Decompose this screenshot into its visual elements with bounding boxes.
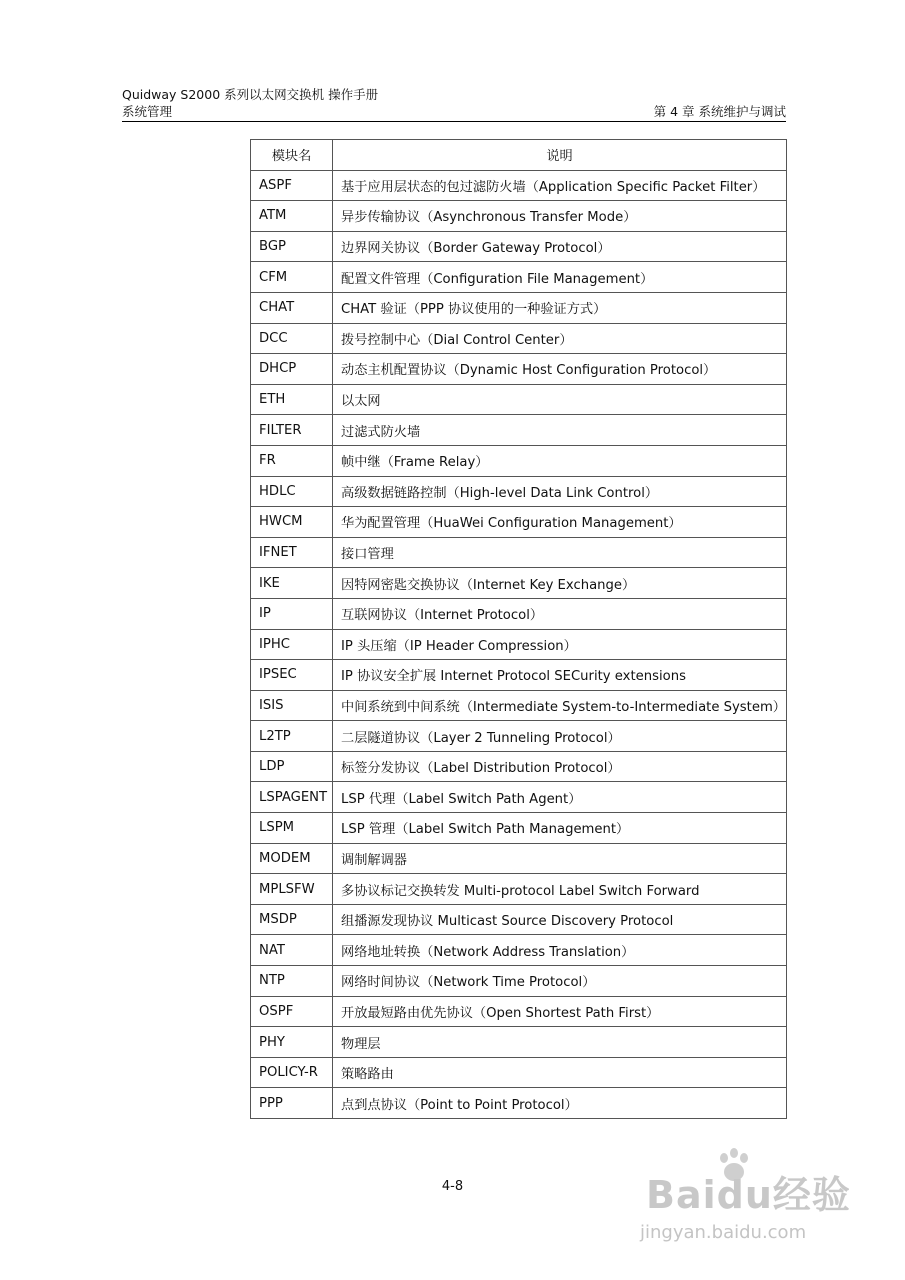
module-name-cell: BGP bbox=[251, 231, 333, 262]
section-name: 系统管理 bbox=[122, 104, 173, 119]
module-description-cell: 高级数据链路控制（High-level Data Link Control） bbox=[333, 476, 787, 507]
table-row bbox=[251, 1027, 787, 1058]
module-description-cell: 配置文件管理（Configuration File Management） bbox=[333, 262, 787, 293]
page-header bbox=[122, 86, 786, 120]
module-table bbox=[250, 139, 787, 1119]
table-row bbox=[251, 660, 787, 691]
module-name-cell: CHAT bbox=[251, 292, 333, 323]
module-name-cell: DHCP bbox=[251, 354, 333, 385]
table-row bbox=[251, 904, 787, 935]
module-name-cell: MPLSFW bbox=[251, 874, 333, 905]
table-row bbox=[251, 262, 787, 293]
table-row bbox=[251, 1088, 787, 1119]
header-divider bbox=[122, 121, 786, 122]
table-row bbox=[251, 874, 787, 905]
module-name-cell: ISIS bbox=[251, 690, 333, 721]
module-description-cell: 以太网 bbox=[333, 384, 787, 415]
module-description-cell: 动态主机配置协议（Dynamic Host Configuration Protocol） bbox=[333, 354, 787, 385]
watermark-url: jingyan.baidu.com bbox=[640, 1222, 807, 1243]
table-row bbox=[251, 354, 787, 385]
module-name-cell: NTP bbox=[251, 966, 333, 997]
module-description-cell: 过滤式防火墙 bbox=[333, 415, 787, 446]
table-row bbox=[251, 782, 787, 813]
module-name-cell: IPSEC bbox=[251, 660, 333, 691]
module-name-cell: IP bbox=[251, 598, 333, 629]
module-description-cell: 异步传输协议（Asynchronous Transfer Mode） bbox=[333, 201, 787, 232]
module-description-cell: 二层隧道协议（Layer 2 Tunneling Protocol） bbox=[333, 721, 787, 752]
table-row bbox=[251, 966, 787, 997]
table-row bbox=[251, 843, 787, 874]
baidu-jingyan-watermark bbox=[640, 1148, 890, 1248]
module-name-cell: HWCM bbox=[251, 507, 333, 538]
module-description-cell: 因特网密匙交换协议（Internet Key Exchange） bbox=[333, 568, 787, 599]
module-description-cell: 点到点协议（Point to Point Protocol） bbox=[333, 1088, 787, 1119]
column-header-description: 说明 bbox=[333, 140, 787, 171]
doc-title: Quidway S2000 系列以太网交换机 操作手册 bbox=[122, 87, 379, 102]
module-name-cell: LSPAGENT bbox=[251, 782, 333, 813]
module-description-cell: 组播源发现协议 Multicast Source Discovery Protocol bbox=[333, 904, 787, 935]
module-name-cell: PPP bbox=[251, 1088, 333, 1119]
module-description-cell: CHAT 验证（PPP 协议使用的一种验证方式） bbox=[333, 292, 787, 323]
module-description-cell: 华为配置管理（HuaWei Configuration Management） bbox=[333, 507, 787, 538]
module-description-cell: 调制解调器 bbox=[333, 843, 787, 874]
module-description-cell: 网络时间协议（Network Time Protocol） bbox=[333, 966, 787, 997]
module-name-cell: HDLC bbox=[251, 476, 333, 507]
chapter-title: 第 4 章 系统维护与调试 bbox=[653, 104, 786, 119]
module-description-cell: 策略路由 bbox=[333, 1057, 787, 1088]
table-row bbox=[251, 751, 787, 782]
module-description-cell: IP 头压缩（IP Header Compression） bbox=[333, 629, 787, 660]
table-row bbox=[251, 598, 787, 629]
module-description-cell: 互联网协议（Internet Protocol） bbox=[333, 598, 787, 629]
module-name-cell: CFM bbox=[251, 262, 333, 293]
module-description-cell: 拨号控制中心（Dial Control Center） bbox=[333, 323, 787, 354]
table-row bbox=[251, 231, 787, 262]
module-description-cell: 基于应用层状态的包过滤防火墙（Application Specific Packet Filter） bbox=[333, 170, 787, 201]
table-row bbox=[251, 292, 787, 323]
module-name-cell: IPHC bbox=[251, 629, 333, 660]
column-header-module: 模块名 bbox=[251, 140, 333, 171]
module-name-cell: PHY bbox=[251, 1027, 333, 1058]
watermark-logo-text: Baidu经验 bbox=[646, 1173, 851, 1217]
table-row bbox=[251, 384, 787, 415]
table-row bbox=[251, 415, 787, 446]
module-description-cell: 开放最短路由优先协议（Open Shortest Path First） bbox=[333, 996, 787, 1027]
table-body bbox=[251, 170, 787, 1118]
table-row bbox=[251, 1057, 787, 1088]
module-name-cell: ATM bbox=[251, 201, 333, 232]
module-name-cell: FR bbox=[251, 445, 333, 476]
module-description-cell: 多协议标记交换转发 Multi-protocol Label Switch Forward bbox=[333, 874, 787, 905]
module-description-cell: 中间系统到中间系统（Intermediate System-to-Intermediate System） bbox=[333, 690, 787, 721]
module-name-cell: DCC bbox=[251, 323, 333, 354]
module-name-cell: MODEM bbox=[251, 843, 333, 874]
table-row bbox=[251, 629, 787, 660]
module-name-cell: IKE bbox=[251, 568, 333, 599]
table-row bbox=[251, 476, 787, 507]
page-number: 4-8 bbox=[441, 1179, 464, 1194]
table-row bbox=[251, 721, 787, 752]
table-row bbox=[251, 813, 787, 844]
table-row bbox=[251, 201, 787, 232]
module-name-cell: POLICY-R bbox=[251, 1057, 333, 1088]
table-row bbox=[251, 170, 787, 201]
module-description-cell: LSP 代理（Label Switch Path Agent） bbox=[333, 782, 787, 813]
table-row bbox=[251, 323, 787, 354]
table-row bbox=[251, 445, 787, 476]
table-row bbox=[251, 537, 787, 568]
table-header-row bbox=[251, 140, 787, 171]
module-description-cell: 标签分发协议（Label Distribution Protocol） bbox=[333, 751, 787, 782]
module-description-cell: LSP 管理（Label Switch Path Management） bbox=[333, 813, 787, 844]
table-row bbox=[251, 507, 787, 538]
module-description-cell: 物理层 bbox=[333, 1027, 787, 1058]
module-name-cell: LSPM bbox=[251, 813, 333, 844]
module-name-cell: LDP bbox=[251, 751, 333, 782]
module-description-cell: 帧中继（Frame Relay） bbox=[333, 445, 787, 476]
module-description-cell: 边界网关协议（Border Gateway Protocol） bbox=[333, 231, 787, 262]
table-row bbox=[251, 935, 787, 966]
module-description-cell: IP 协议安全扩展 Internet Protocol SECurity extensions bbox=[333, 660, 787, 691]
module-description-cell: 接口管理 bbox=[333, 537, 787, 568]
module-name-cell: L2TP bbox=[251, 721, 333, 752]
module-name-cell: NAT bbox=[251, 935, 333, 966]
module-name-cell: ETH bbox=[251, 384, 333, 415]
module-description-cell: 网络地址转换（Network Address Translation） bbox=[333, 935, 787, 966]
module-name-cell: OSPF bbox=[251, 996, 333, 1027]
table-row bbox=[251, 568, 787, 599]
module-name-cell: FILTER bbox=[251, 415, 333, 446]
table-row bbox=[251, 996, 787, 1027]
module-name-cell: IFNET bbox=[251, 537, 333, 568]
module-name-cell: ASPF bbox=[251, 170, 333, 201]
table-row bbox=[251, 690, 787, 721]
module-name-cell: MSDP bbox=[251, 904, 333, 935]
